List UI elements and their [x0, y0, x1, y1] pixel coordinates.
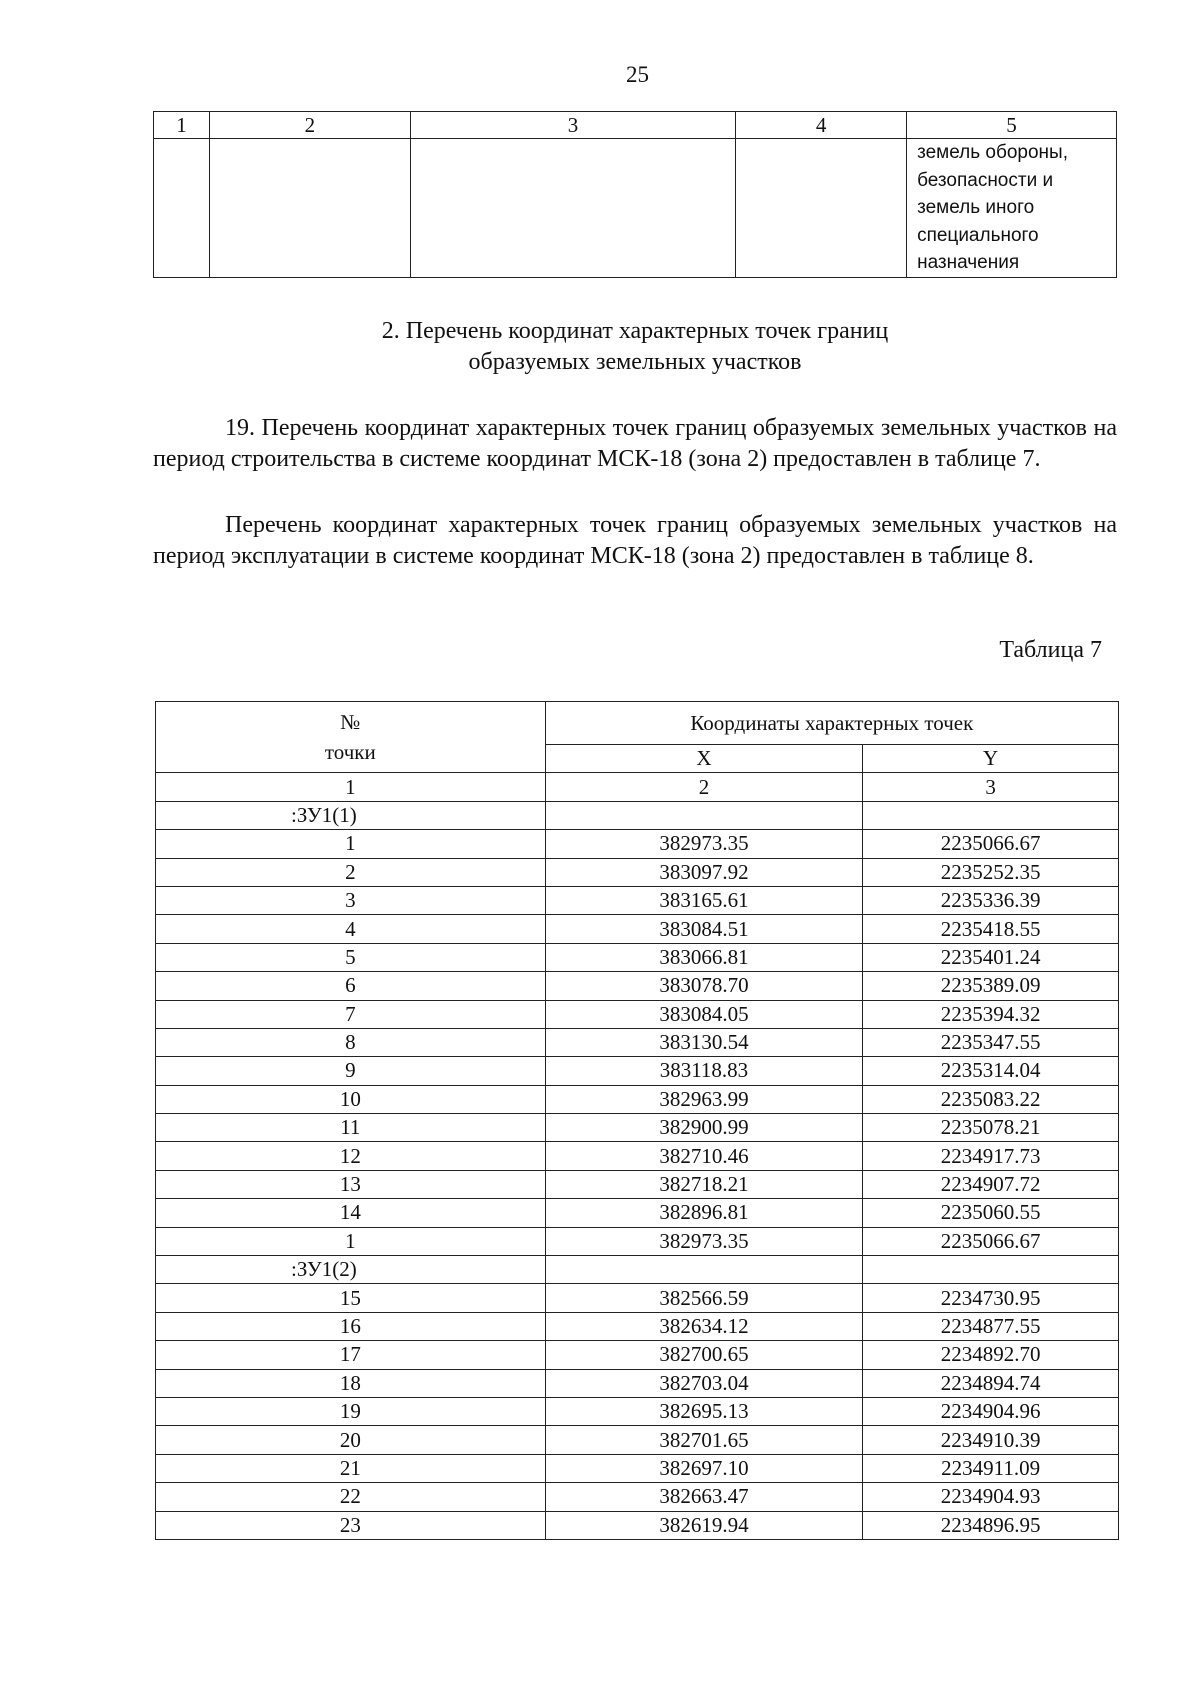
empty-cell [410, 139, 736, 278]
coord-x: 383118.83 [545, 1057, 863, 1085]
point-number: 14 [156, 1199, 546, 1227]
coord-x: 382634.12 [545, 1312, 863, 1340]
table-row [156, 1142, 1119, 1170]
table-row [156, 886, 1119, 914]
coord-x: 382697.10 [545, 1454, 863, 1482]
table-row [156, 1028, 1119, 1056]
coord-y: 2234904.96 [863, 1397, 1119, 1425]
coord-y: 2235066.67 [863, 830, 1119, 858]
table-header-row [154, 112, 1117, 139]
point-number: 5 [156, 943, 546, 971]
col-number: 5 [907, 112, 1117, 139]
point-number: 13 [156, 1170, 546, 1198]
col-number: 2 [209, 112, 410, 139]
coord-y: 2235066.67 [863, 1227, 1119, 1255]
table-row [156, 1000, 1119, 1028]
point-number: 10 [156, 1085, 546, 1113]
table-row [156, 1114, 1119, 1142]
table-row [156, 1199, 1119, 1227]
heading-line: 2. Перечень координат характерных точек границ [381, 318, 889, 344]
col-number: 1 [156, 773, 546, 801]
empty-cell [209, 139, 410, 278]
header-text: точки [324, 740, 376, 765]
table-row [156, 1170, 1119, 1198]
header-row [156, 702, 1119, 745]
table-row [156, 1454, 1119, 1482]
coord-y: 2235252.35 [863, 858, 1119, 886]
table-row [156, 1483, 1119, 1511]
point-number: 9 [156, 1057, 546, 1085]
coord-y: 2235394.32 [863, 1000, 1119, 1028]
paragraph-text: Перечень координат характерных точек границ образуемых земельных участков на период эксплуатации в системе координат МСК-18 (зона 2) предоставлен в таблице 8. [153, 512, 1117, 569]
coord-x: 382973.35 [545, 830, 863, 858]
page-number: 25 [626, 62, 649, 87]
point-number: 1 [156, 1227, 546, 1255]
table-row [156, 1227, 1119, 1255]
coord-y: 2234877.55 [863, 1312, 1119, 1340]
point-number: 15 [156, 1284, 546, 1312]
coord-x: 382663.47 [545, 1483, 863, 1511]
table-row [156, 1284, 1119, 1312]
coord-y: 2235083.22 [863, 1085, 1119, 1113]
point-number: 23 [156, 1511, 546, 1539]
cell-line: земель обороны, [917, 142, 1068, 163]
coord-x: 383097.92 [545, 858, 863, 886]
table-row [156, 1426, 1119, 1454]
empty-cell [545, 1256, 863, 1284]
header-x: X [545, 745, 863, 773]
coord-x: 382703.04 [545, 1369, 863, 1397]
paragraph-text: 19. Перечень координат характерных точек границ образуемых земельных участков на период строительства в системе координат МСК-18 (зона 2) предоставлен в таблице 7. [153, 415, 1117, 472]
coord-x: 382896.81 [545, 1199, 863, 1227]
coord-y: 2234730.95 [863, 1284, 1119, 1312]
point-number: 7 [156, 1000, 546, 1028]
table-row [154, 139, 1117, 278]
col-number: 4 [736, 112, 907, 139]
point-number: 4 [156, 915, 546, 943]
heading-line: образуемых земельных участков [468, 349, 802, 375]
coord-x: 382963.99 [545, 1085, 863, 1113]
coord-y: 2234904.93 [863, 1483, 1119, 1511]
table-row [156, 943, 1119, 971]
land-category-cell [907, 139, 1117, 278]
cell-line: специального [917, 224, 1039, 246]
table-row [156, 1369, 1119, 1397]
coord-y: 2234911.09 [863, 1454, 1119, 1482]
table-row [156, 858, 1119, 886]
point-number: 8 [156, 1028, 546, 1056]
table-row [156, 1341, 1119, 1369]
coord-x: 382900.99 [545, 1114, 863, 1142]
group-label: :ЗУ1(2) [156, 1256, 546, 1284]
coord-y: 2234894.74 [863, 1369, 1119, 1397]
group-row [156, 801, 1119, 829]
empty-cell [545, 801, 863, 829]
point-number: 11 [156, 1114, 546, 1142]
coord-y: 2235418.55 [863, 915, 1119, 943]
coord-y: 2234892.70 [863, 1341, 1119, 1369]
coord-x: 382701.65 [545, 1426, 863, 1454]
coord-x: 383084.05 [545, 1000, 863, 1028]
header-y: Y [863, 745, 1119, 773]
group-row [156, 1256, 1119, 1284]
header-coords: Координаты характерных точек [545, 702, 1118, 745]
col-number: 3 [410, 112, 736, 139]
coord-x: 383165.61 [545, 886, 863, 914]
table-row [156, 830, 1119, 858]
table-row [156, 1312, 1119, 1340]
empty-cell [863, 801, 1119, 829]
empty-cell [863, 1256, 1119, 1284]
col-number: 3 [863, 773, 1119, 801]
point-number: 1 [156, 830, 546, 858]
coord-x: 382973.35 [545, 1227, 863, 1255]
point-number: 3 [156, 886, 546, 914]
point-number: 19 [156, 1397, 546, 1425]
table-row [156, 1511, 1119, 1539]
col-number: 1 [154, 112, 210, 139]
coord-x: 382619.94 [545, 1511, 863, 1539]
coord-y: 2235401.24 [863, 943, 1119, 971]
table-row [156, 1085, 1119, 1113]
paragraph-construction [153, 413, 1117, 475]
column-number-row [156, 773, 1119, 801]
table-row [156, 1397, 1119, 1425]
paragraph-operation [153, 510, 1117, 572]
coord-x: 383084.51 [545, 915, 863, 943]
point-number: 16 [156, 1312, 546, 1340]
coord-y: 2235060.55 [863, 1199, 1119, 1227]
table-row [156, 915, 1119, 943]
header-text: № [340, 710, 361, 735]
coord-y: 2235078.21 [863, 1114, 1119, 1142]
coord-y: 2235314.04 [863, 1057, 1119, 1085]
cell-line: безопасности и [917, 169, 1054, 191]
point-number: 12 [156, 1142, 546, 1170]
header-point [156, 702, 546, 773]
coord-x: 382710.46 [545, 1142, 863, 1170]
empty-cell [736, 139, 907, 278]
table-row [156, 1057, 1119, 1085]
coord-x: 382718.21 [545, 1170, 863, 1198]
continuation-table [153, 111, 1117, 278]
point-number: 6 [156, 972, 546, 1000]
point-number: 21 [156, 1454, 546, 1482]
table-caption: Таблица 7 [999, 637, 1102, 663]
coord-x: 383078.70 [545, 972, 863, 1000]
group-label: :ЗУ1(1) [156, 801, 546, 829]
cell-line: назначения [917, 252, 1020, 273]
coord-x: 383130.54 [545, 1028, 863, 1056]
section-heading [153, 316, 1117, 378]
coord-y: 2235336.39 [863, 886, 1119, 914]
point-number: 18 [156, 1369, 546, 1397]
coordinates-table [155, 701, 1119, 1540]
coord-y: 2234896.95 [863, 1511, 1119, 1539]
point-number: 2 [156, 858, 546, 886]
point-number: 20 [156, 1426, 546, 1454]
coord-x: 382695.13 [545, 1397, 863, 1425]
cell-line: земель иного [917, 197, 1035, 218]
table-row [156, 972, 1119, 1000]
coord-y: 2235347.55 [863, 1028, 1119, 1056]
coord-y: 2234917.73 [863, 1142, 1119, 1170]
coord-x: 382566.59 [545, 1284, 863, 1312]
coord-x: 382700.65 [545, 1341, 863, 1369]
empty-cell [154, 139, 210, 278]
col-number: 2 [545, 773, 863, 801]
point-number: 17 [156, 1341, 546, 1369]
coord-y: 2234910.39 [863, 1426, 1119, 1454]
coord-x: 383066.81 [545, 943, 863, 971]
coord-y: 2234907.72 [863, 1170, 1119, 1198]
point-number: 22 [156, 1483, 546, 1511]
coord-y: 2235389.09 [863, 972, 1119, 1000]
